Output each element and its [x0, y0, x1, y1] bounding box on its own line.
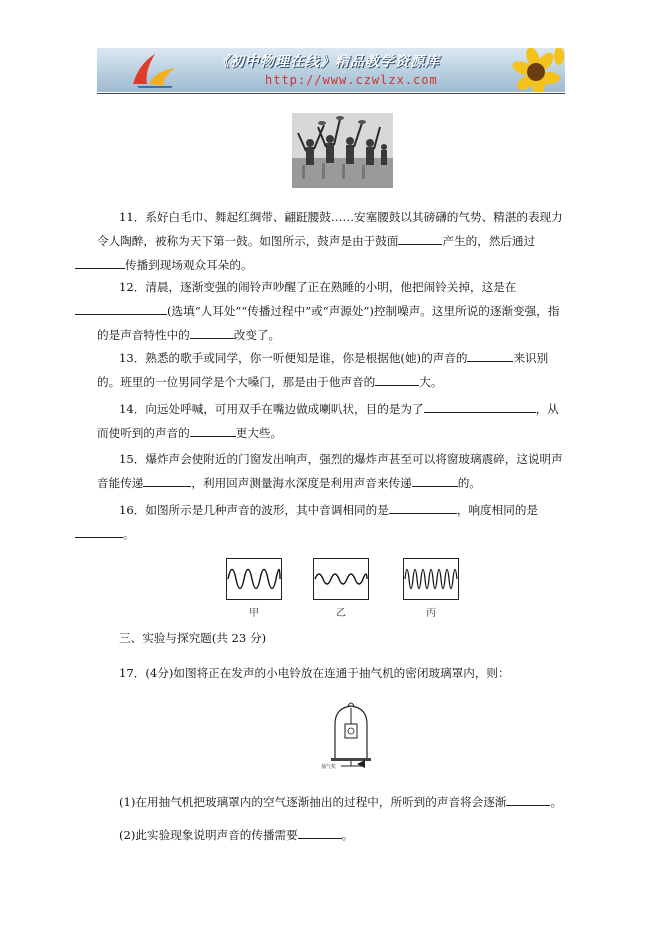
- waveform-yi: [313, 558, 369, 600]
- q12-text-c: 改变了。: [233, 328, 281, 342]
- q12-blank-1[interactable]: [75, 300, 167, 315]
- q12-text-b: (选填“人耳处”“传播过程中”或“声源处”)控制噪声。这里所说的逐渐变强，指的是声音特性中的: [97, 304, 560, 342]
- q17-sub1-end: 。: [550, 795, 563, 809]
- question-13: [97, 346, 567, 394]
- sunflower-icon: [475, 48, 565, 92]
- waveform-bing: [403, 558, 459, 600]
- q17-blank-1[interactable]: [506, 791, 550, 806]
- q16-text-a: 如图所示是几种声音的波形，其中音调相同的是: [145, 503, 389, 517]
- q15-text-b: ，利用回声测量海水深度是利用声音来传递: [191, 476, 412, 490]
- section-3-title: 三、实验与探究题(共 23 分): [119, 631, 267, 645]
- pump-label: 抽气机: [321, 764, 337, 770]
- q12-text-a: 清晨，逐渐变强的闹铃声吵醒了正在熟睡的小明，他把闹铃关掉，这是在: [145, 280, 517, 294]
- site-logo-icon: [127, 50, 183, 90]
- q16-text-b: ，响度相同的是: [456, 503, 539, 517]
- q16-text-c: 。: [123, 527, 135, 541]
- q17-sub-2: [119, 824, 353, 843]
- banner-title: 《初中物理在线》精品教学资源库: [215, 54, 440, 70]
- q13-text-a: 熟悉的歌手或同学，你一听便知是谁，你是根据他(她)的声音的: [145, 351, 468, 365]
- waveform-jia: [226, 558, 282, 600]
- q14-text-b: ，从而使听到的声音的: [97, 402, 559, 440]
- q17-sub-1: [119, 791, 562, 810]
- q13-blank-1[interactable]: [467, 347, 513, 362]
- waist-drum-photo: [292, 113, 393, 188]
- q14-text-a: 向远处呼喊，可用双手在嘴边做成喇叭状，目的是为了: [145, 402, 424, 416]
- q11-text-b: 产生的，然后通过: [442, 234, 536, 248]
- q14-text-c: 更大些。: [235, 426, 283, 440]
- q11-blank-1[interactable]: [398, 230, 442, 245]
- q16-blank-1[interactable]: [389, 499, 457, 514]
- q11-text-a: 系好白毛巾、舞起红绸带、翩跹腰鼓……安塞腰鼓以其磅礴的气势、精湛的表现力令人陶醉，被称为天下第一鼓。如图所示，鼓声是由于鼓面: [97, 210, 563, 248]
- q13-number: 13．: [119, 351, 146, 365]
- question-16: [97, 498, 567, 546]
- q17-number: 17．: [119, 666, 146, 680]
- header-rule: [97, 93, 565, 94]
- q15-blank-2[interactable]: [412, 472, 458, 487]
- q13-text-c: 大。: [419, 375, 443, 389]
- q15-text-a: 爆炸声会使附近的门窗发出响声，强烈的爆炸声甚至可以将窗玻璃震碎，这说明声音能传递: [97, 452, 563, 490]
- bell-jar-figure: [321, 700, 381, 770]
- q16-blank-2[interactable]: [75, 523, 123, 538]
- q11-number: 11．: [119, 210, 146, 224]
- q17-sub1-text: (1)在用抽气机把玻璃罩内的空气逐渐抽出的过程中，所听到的声音将会逐渐: [119, 795, 507, 809]
- waveform-label-bing: 丙: [426, 608, 436, 619]
- question-11: [97, 205, 567, 277]
- q14-blank-1[interactable]: [424, 398, 536, 413]
- q15-number: 15．: [119, 452, 146, 466]
- q13-text-b: 来识别的。班里的一位男同学是个大嗓门，那是由于他声音的: [97, 351, 549, 389]
- q15-blank-1[interactable]: [143, 472, 191, 487]
- question-17: [97, 661, 567, 685]
- q11-text-c: 传播到现场观众耳朵的。: [125, 258, 253, 272]
- question-14: [97, 397, 567, 445]
- q17-sub2-text: (2)此实验现象说明声音的传播需要: [119, 828, 298, 842]
- q16-number: 16．: [119, 503, 146, 517]
- q12-blank-2[interactable]: [190, 324, 234, 339]
- q13-blank-2[interactable]: [375, 371, 419, 386]
- q17-sub2-end: 。: [341, 828, 354, 842]
- question-12: [97, 275, 567, 347]
- banner-url[interactable]: http://www.czwlzx.com: [265, 73, 438, 87]
- waveform-label-jia: 甲: [249, 608, 259, 619]
- q12-number: 12．: [119, 280, 146, 294]
- q15-text-c: 的。: [457, 476, 481, 490]
- question-15: [97, 447, 567, 495]
- q17-blank-2[interactable]: [298, 824, 342, 839]
- q14-blank-2[interactable]: [190, 422, 236, 437]
- q11-blank-2[interactable]: [75, 254, 125, 269]
- q14-number: 14．: [119, 402, 146, 416]
- header-banner: [97, 48, 565, 92]
- q17-text: (4分)如图将正在发声的小电铃放在连通于抽气机的密闭玻璃罩内，则：: [145, 666, 510, 680]
- waveform-label-yi: 乙: [336, 608, 346, 619]
